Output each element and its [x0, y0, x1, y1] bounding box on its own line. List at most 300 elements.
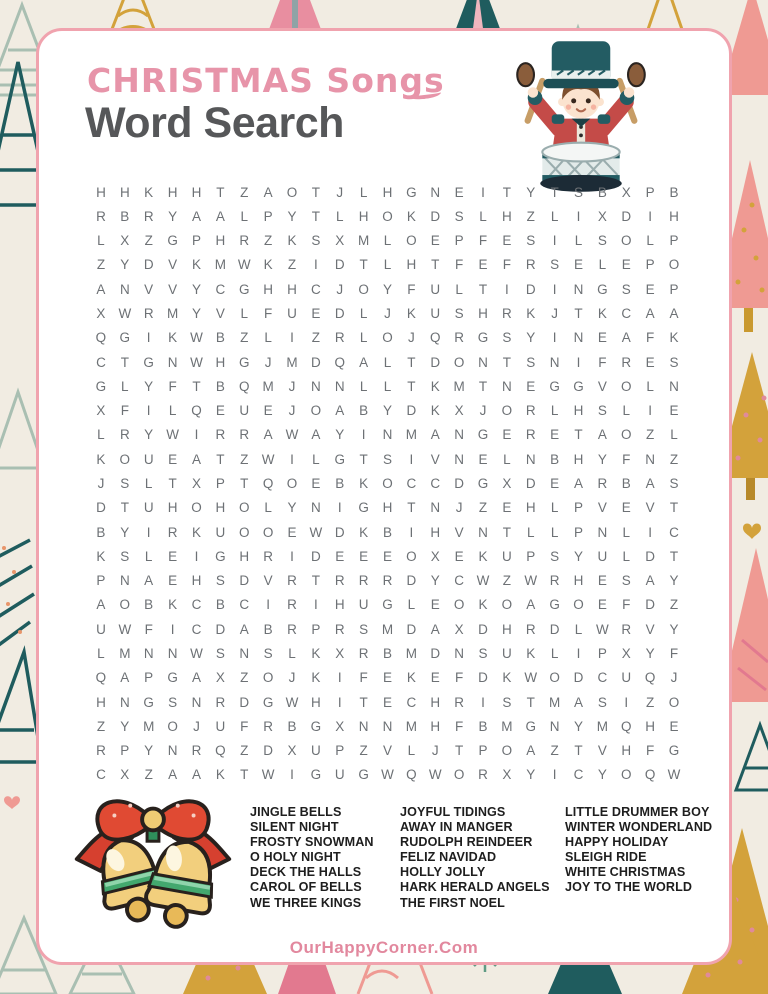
grid-letter: O [501, 743, 513, 759]
grid-letter: J [288, 670, 296, 686]
grid-letter: S [526, 354, 536, 370]
grid-letter: S [120, 475, 130, 491]
word-list-item: RUDOLPH REINDEER [400, 835, 533, 850]
grid-letter: L [97, 233, 105, 249]
grid-letter: B [382, 645, 392, 661]
grid-letter: D [215, 621, 226, 637]
grid-letter: L [622, 548, 631, 564]
grid-letter: R [358, 645, 369, 661]
grid-letter: O [549, 670, 560, 686]
grid-letter: Y [669, 573, 679, 589]
grid-letter: N [119, 573, 130, 589]
grid-letter: D [525, 281, 536, 297]
grid-letter: E [382, 694, 392, 710]
grid-letter: K [478, 597, 488, 613]
grid-letter: A [239, 621, 249, 637]
grid-letter: E [550, 475, 560, 491]
grid-letter: K [430, 403, 440, 419]
grid-letter: L [550, 208, 559, 224]
grid-letter: W [285, 427, 299, 443]
grid-letter: A [191, 451, 201, 467]
grid-letter: U [597, 548, 608, 564]
grid-letter: N [382, 718, 393, 734]
grid-letter: O [453, 597, 465, 613]
grid-letter: R [239, 233, 250, 249]
grid-letter: S [669, 475, 679, 491]
grid-letter: H [358, 208, 369, 224]
grid-letter: I [552, 233, 557, 249]
grid-letter: P [574, 500, 584, 516]
grid-letter: W [118, 306, 132, 322]
grid-letter: L [168, 403, 177, 419]
grid-letter: N [454, 451, 464, 467]
grid-letter: H [645, 718, 656, 734]
grid-letter: N [310, 378, 321, 394]
grid-letter: L [359, 330, 368, 346]
grid-letter: A [120, 670, 130, 686]
grid-letter: O [167, 718, 178, 734]
grid-letter: N [167, 645, 178, 661]
grid-letter: W [261, 767, 275, 783]
grid-letter: L [359, 306, 368, 322]
grid-letter: T [359, 694, 368, 710]
grid-letter: C [239, 597, 250, 613]
grid-letter: R [167, 524, 178, 540]
word-list-item: AWAY IN MANGER [400, 820, 513, 835]
grid-letter: H [215, 233, 226, 249]
grid-letter: A [597, 427, 607, 443]
grid-letter: W [190, 354, 203, 370]
grid-letter: E [311, 306, 321, 322]
grid-letter: I [146, 403, 151, 419]
grid-letter: Y [144, 427, 154, 443]
grid-letter: L [240, 208, 248, 224]
grid-letter: Q [334, 354, 345, 370]
grid-letter: T [431, 257, 440, 273]
grid-letter: I [505, 281, 509, 297]
grid-letter: H [430, 694, 441, 710]
grid-letter: L [527, 524, 535, 540]
grid-letter: S [215, 573, 225, 589]
grid-letter: I [409, 524, 414, 540]
grid-letter: S [263, 645, 273, 661]
grid-letter: D [478, 670, 488, 686]
grid-letter: X [621, 184, 631, 200]
grid-letter: C [621, 306, 632, 322]
grid-letter: K [168, 597, 178, 613]
grid-letter: Q [644, 670, 656, 686]
grid-letter: G [238, 281, 250, 297]
grid-letter: V [454, 524, 464, 540]
grid-letter: W [190, 330, 203, 346]
grid-letter: H [287, 281, 297, 297]
word-search-grid [89, 180, 686, 787]
grid-letter: E [669, 718, 679, 734]
grid-letter: H [573, 403, 584, 419]
grid-letter: K [96, 451, 106, 467]
grid-letter: H [502, 621, 512, 637]
grid-letter: T [669, 548, 679, 564]
grid-letter: U [143, 451, 154, 467]
grid-letter: D [406, 573, 417, 589]
grid-letter: R [239, 427, 250, 443]
grid-letter: A [526, 597, 536, 613]
grid-letter: T [574, 743, 583, 759]
grid-letter: F [120, 403, 129, 419]
grid-letter: L [359, 378, 368, 394]
grid-letter: Z [240, 743, 249, 759]
grid-letter: O [286, 184, 298, 200]
grid-letter: J [336, 281, 344, 297]
grid-letter: D [239, 694, 250, 710]
grid-letter: D [454, 475, 464, 491]
grid-letter: Q [406, 767, 417, 783]
grid-letter: G [167, 233, 178, 249]
grid-letter: C [406, 475, 417, 491]
grid-letter: B [359, 403, 369, 419]
grid-letter: F [455, 718, 464, 734]
grid-letter: A [574, 694, 584, 710]
grid-letter: E [597, 597, 607, 613]
grid-letter: Z [311, 330, 320, 346]
grid-letter: M [357, 233, 370, 249]
grid-letter: P [120, 743, 130, 759]
word-list-item: DECK THE HALLS [250, 865, 362, 880]
grid-letter: H [215, 500, 226, 516]
grid-letter: A [263, 427, 273, 443]
grid-letter: Z [96, 257, 106, 273]
grid-letter: G [477, 475, 489, 491]
grid-letter: G [406, 184, 417, 200]
grid-letter: R [621, 621, 632, 637]
grid-letter: A [430, 427, 440, 443]
grid-letter: D [263, 743, 273, 759]
grid-letter: Y [168, 208, 178, 224]
grid-letter: Y [287, 500, 297, 516]
grid-letter: V [597, 500, 607, 516]
grid-letter: A [335, 403, 345, 419]
grid-letter: G [143, 354, 154, 370]
grid-letter: S [311, 233, 321, 249]
grid-letter: R [621, 354, 632, 370]
grid-letter: I [290, 451, 294, 467]
grid-letter: N [358, 718, 369, 734]
grid-letter: L [598, 257, 607, 273]
grid-letter: W [261, 451, 275, 467]
grid-letter: E [597, 330, 607, 346]
grid-letter: L [264, 500, 272, 516]
grid-letter: L [264, 330, 272, 346]
grid-letter: L [550, 403, 559, 419]
grid-letter: B [621, 475, 631, 491]
grid-letter: R [454, 330, 464, 346]
grid-letter: J [551, 306, 559, 322]
grid-letter: C [430, 475, 441, 491]
grid-letter: X [120, 767, 130, 783]
grid-letter: R [263, 718, 273, 734]
grid-letter: Z [240, 184, 249, 200]
grid-letter: G [668, 743, 680, 759]
grid-letter: K [191, 257, 201, 273]
grid-letter: W [667, 767, 681, 783]
grid-letter: O [406, 548, 417, 564]
grid-letter: O [382, 208, 393, 224]
page-title: Word Search [85, 99, 344, 147]
grid-letter: E [645, 354, 655, 370]
grid-letter: N [645, 451, 656, 467]
grid-letter: K [526, 306, 536, 322]
grid-letter: O [453, 767, 465, 783]
grid-letter: R [334, 330, 345, 346]
grid-letter: E [215, 403, 225, 419]
grid-letter: B [96, 524, 106, 540]
grid-letter: J [408, 330, 415, 346]
grid-letter: H [191, 573, 202, 589]
grid-letter: J [288, 403, 296, 419]
grid-letter: W [428, 767, 442, 783]
grid-letter: A [359, 354, 369, 370]
grid-letter: L [574, 233, 583, 249]
grid-letter: Y [597, 767, 607, 783]
grid-letter: I [552, 767, 557, 783]
grid-letter: U [287, 306, 297, 322]
grid-letter: E [263, 403, 273, 419]
grid-letter: V [382, 743, 392, 759]
grid-letter: M [453, 378, 465, 394]
grid-letter: S [550, 548, 560, 564]
grid-letter: L [383, 233, 392, 249]
grid-letter: Y [669, 621, 679, 637]
grid-letter: P [454, 233, 464, 249]
grid-letter: I [481, 184, 485, 200]
grid-letter: A [144, 573, 154, 589]
grid-letter: N [478, 354, 488, 370]
grid-letter: I [170, 621, 175, 637]
grid-letter: B [215, 330, 225, 346]
grid-letter: D [96, 500, 106, 516]
grid-letter: B [382, 524, 392, 540]
grid-letter: N [478, 524, 488, 540]
grid-letter: K [359, 475, 369, 491]
grid-letter: D [406, 403, 417, 419]
grid-letter: L [407, 743, 416, 759]
grid-letter: G [358, 500, 369, 516]
grid-letter: B [550, 451, 560, 467]
grid-letter: L [144, 475, 153, 491]
grid-letter: X [335, 645, 345, 661]
grid-letter: Y [645, 645, 655, 661]
grid-letter: Y [144, 743, 154, 759]
grid-letter: U [621, 670, 632, 686]
grid-letter: C [191, 597, 202, 613]
grid-letter: S [669, 354, 679, 370]
grid-letter: R [334, 621, 345, 637]
grid-letter: E [550, 427, 560, 443]
grid-letter: P [669, 281, 679, 297]
grid-letter: T [574, 427, 583, 443]
grid-letter: E [478, 257, 488, 273]
grid-letter: J [336, 184, 344, 200]
grid-letter: E [430, 597, 440, 613]
grid-letter: T [526, 694, 535, 710]
grid-letter: N [382, 427, 393, 443]
grid-letter: P [311, 621, 321, 637]
grid-letter: Z [669, 597, 679, 613]
grid-letter: V [597, 743, 607, 759]
grid-letter: X [502, 767, 512, 783]
grid-letter: I [648, 403, 653, 419]
word-list-item: HOLLY JOLLY [400, 865, 486, 880]
grid-letter: S [550, 257, 560, 273]
word-list-item: SILENT NIGHT [250, 820, 339, 835]
word-list-item: WINTER WONDERLAND [565, 820, 713, 835]
grid-letter: N [573, 281, 584, 297]
grid-letter: L [97, 645, 105, 661]
grid-letter: O [621, 767, 632, 783]
grid-letter: J [288, 378, 296, 394]
grid-letter: T [478, 281, 488, 297]
grid-letter: N [239, 645, 250, 661]
grid-letter: I [290, 767, 294, 783]
grid-letter: X [454, 621, 464, 637]
grid-letter: M [405, 718, 417, 734]
grid-letter: D [430, 645, 441, 661]
grid-letter: O [621, 233, 632, 249]
grid-letter: Q [621, 718, 632, 734]
grid-letter: A [168, 767, 178, 783]
grid-letter: O [382, 475, 393, 491]
grid-letter: X [335, 233, 345, 249]
grid-letter: X [215, 670, 225, 686]
grid-letter: H [215, 354, 226, 370]
grid-letter: X [502, 475, 512, 491]
page-title-script: CHRISTMAS Songs [87, 61, 445, 100]
grid-letter: I [313, 597, 318, 613]
grid-letter: O [119, 597, 131, 613]
grid-letter: T [192, 378, 201, 394]
grid-letter: T [359, 451, 368, 467]
grid-letter: E [382, 548, 392, 564]
grid-letter: T [240, 767, 249, 783]
grid-letter: E [454, 184, 464, 200]
grid-letter: C [310, 281, 321, 297]
grid-letter: H [382, 184, 393, 200]
grid-letter: J [670, 670, 678, 686]
grid-letter: C [454, 573, 464, 589]
grid-letter: B [669, 184, 679, 200]
grid-letter: E [574, 257, 584, 273]
grid-letter: G [477, 427, 489, 443]
grid-letter: N [502, 378, 512, 394]
grid-letter: X [287, 743, 297, 759]
grid-letter: V [645, 621, 655, 637]
grid-letter: I [576, 208, 581, 224]
grid-letter: H [430, 718, 441, 734]
grid-letter: A [191, 767, 201, 783]
grid-letter: Q [95, 330, 107, 346]
grid-letter: A [263, 184, 273, 200]
grid-letter: F [240, 718, 249, 734]
grid-letter: V [144, 281, 154, 297]
grid-letter: E [597, 573, 607, 589]
grid-letter: F [455, 670, 464, 686]
grid-letter: J [193, 718, 200, 734]
grid-letter: O [453, 354, 465, 370]
grid-letter: W [596, 621, 609, 637]
grid-letter: N [525, 451, 536, 467]
grid-letter: L [144, 548, 153, 564]
grid-letter: O [262, 670, 274, 686]
grid-letter: R [96, 743, 106, 759]
grid-letter: H [382, 500, 393, 516]
grid-letter: U [334, 767, 345, 783]
grid-letter: D [310, 354, 321, 370]
grid-letter: R [119, 427, 130, 443]
grid-letter: K [215, 767, 225, 783]
grid-letter: Z [287, 257, 297, 273]
grid-letter: X [191, 475, 201, 491]
grid-letter: Y [191, 281, 201, 297]
grid-letter: P [335, 743, 345, 759]
grid-letter: T [407, 354, 416, 370]
grid-letter: T [216, 451, 225, 467]
grid-letter: F [646, 330, 655, 346]
grid-letter: K [191, 524, 201, 540]
grid-letter: L [383, 378, 392, 394]
grid-letter: K [406, 208, 416, 224]
grid-letter: M [286, 354, 298, 370]
grid-letter: S [215, 645, 225, 661]
grid-letter: E [430, 233, 440, 249]
grid-letter: E [359, 548, 369, 564]
grid-letter: N [573, 330, 584, 346]
grid-letter: O [310, 403, 322, 419]
grid-letter: A [669, 306, 679, 322]
grid-letter: T [311, 573, 320, 589]
grid-letter: Q [95, 670, 107, 686]
word-list-item: HARK HERALD ANGELS [400, 880, 550, 895]
grid-letter: N [597, 524, 608, 540]
grid-letter: R [478, 767, 488, 783]
grid-letter: S [168, 694, 178, 710]
grid-letter: N [191, 694, 202, 710]
grid-letter: G [358, 767, 369, 783]
grid-letter: R [287, 597, 297, 613]
word-list-column [250, 805, 374, 911]
grid-letter: R [525, 403, 536, 419]
grid-letter: Z [646, 427, 655, 443]
grid-letter: H [573, 573, 584, 589]
grid-letter: Y [335, 427, 345, 443]
grid-letter: C [96, 354, 106, 370]
word-list-column [400, 805, 550, 911]
grid-letter: G [597, 281, 608, 297]
grid-letter: G [334, 451, 345, 467]
grid-letter: C [406, 694, 417, 710]
grid-letter: I [576, 354, 581, 370]
grid-letter: I [146, 330, 151, 346]
grid-letter: I [552, 281, 557, 297]
grid-letter: V [430, 451, 440, 467]
grid-letter: R [454, 694, 464, 710]
grid-letter: H [502, 208, 512, 224]
grid-letter: H [239, 548, 250, 564]
grid-letter: T [502, 524, 512, 540]
grid-letter: L [312, 451, 320, 467]
grid-letter: P [478, 743, 488, 759]
grid-letter: K [406, 670, 416, 686]
grid-letter: Z [240, 330, 249, 346]
